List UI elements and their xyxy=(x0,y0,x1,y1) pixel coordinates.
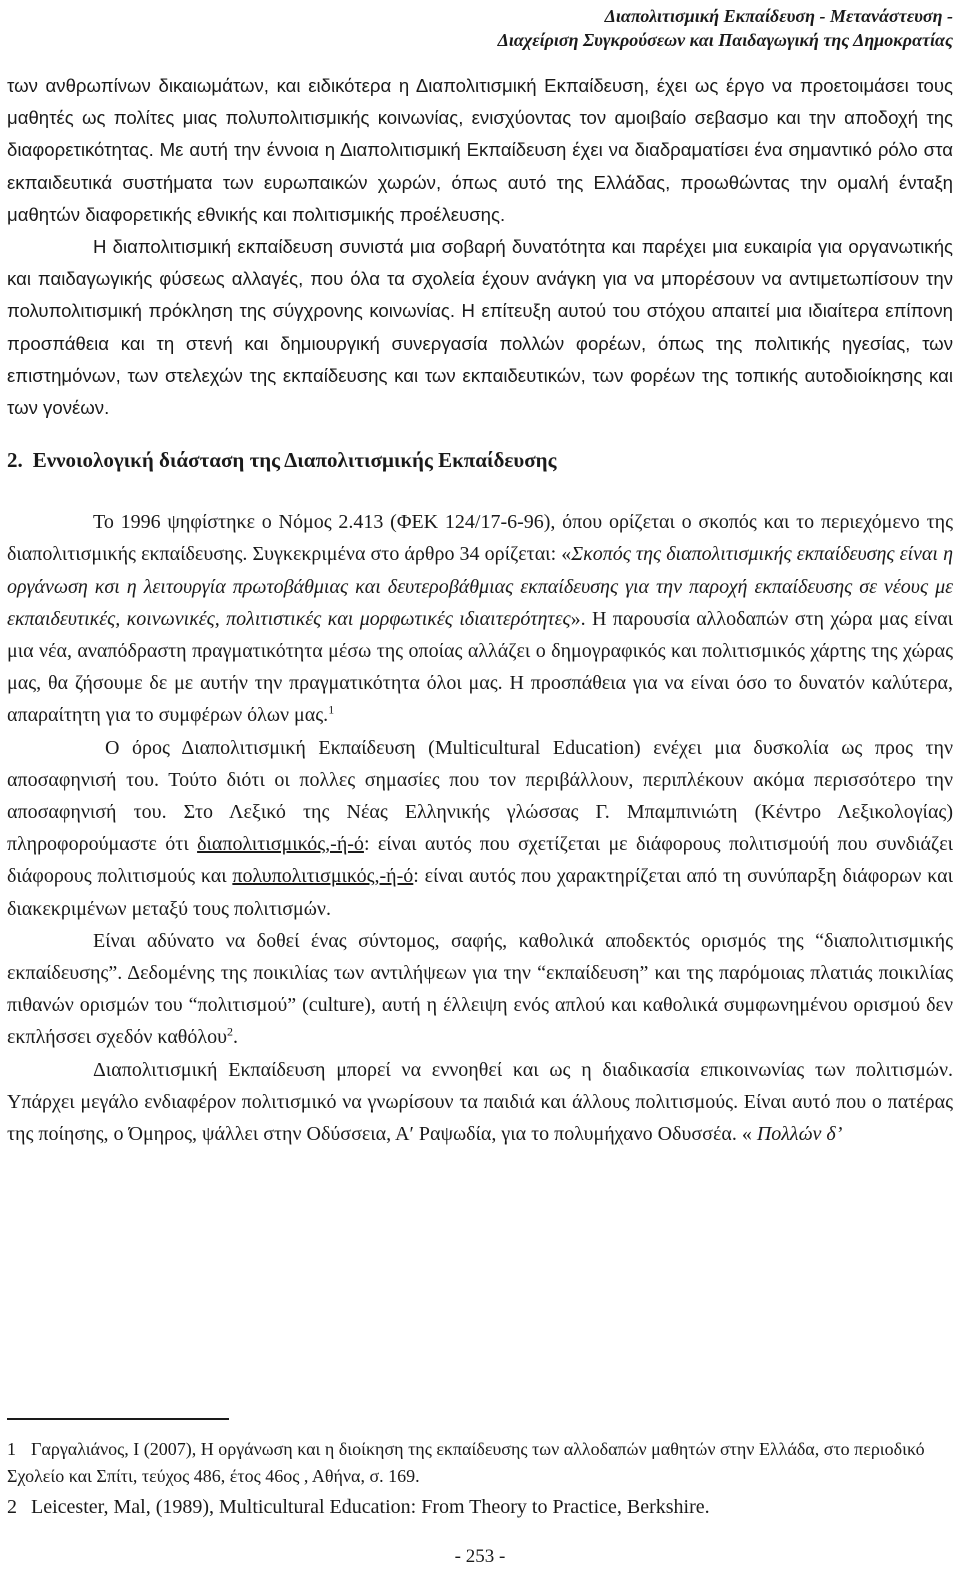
footnote-ref-2: 2 xyxy=(226,1024,233,1039)
document-page xyxy=(7,0,953,1578)
term-multicultural: πολυπολιτισμικός,-ή-ό xyxy=(232,865,414,888)
footnote-2-number: 2 xyxy=(7,1496,17,1518)
footnote-1-number: 1 xyxy=(7,1439,16,1459)
paragraph-3-part-c: ». Η παρουσία αλλοδαπών στη χώρα μας είναι μια νέα, αναπόδραστη πραγματικότητα μέσω της οποίας αλλάζει ο δημογραφικός και πολιτισμικός χάρτης της χώρας μας, θα ζήσουμε δε με αυτήν την πραγματικότητα όλοι μας. Η προσπάθεια για να είναι όσο το δυνατόν καλύτερα, απαραίτητη για το συμφέρων όλων μας. xyxy=(7,607,953,727)
paragraph-1-part-b: Με αυτή την έννοια η Διαπολιτισμική Εκπαίδευση έχει να διαδραματίσει ένα σημαντικό ρόλο στα εκπαιδευτικά συστήματα των ευρωπαικών χωρών, όπως αυτό της Ελλάδας, προωθώντας την ομαλή ένταξη μαθητών διαφορετικής εθνικής και πολιτισμικής προέλευσης. xyxy=(7,139,953,225)
paragraph-1 xyxy=(7,70,953,231)
paragraph-2 xyxy=(7,231,953,424)
paragraph-5-text: Είναι αδύνατο να δοθεί ένας σύντομος, σαφής, καθολικά αποδεκτός ορισμός της “διαπολιτισμικής εκπαίδευσης”. Δεδομένης της ποικιλίας των αντιλήψεων για την “εκπαίδευση” και της παρόμοιας πλατιάς ποικιλίας πιθανών ορισμών του “πολιτισμού” (culture), αυτή η έλλειψη ενός απλού και καθολικά συμφωνημένου ορισμού δεν εκπλήσσει σχεδόν καθόλου xyxy=(7,929,953,1049)
footnote-divider xyxy=(7,1418,229,1420)
footnote-2-text: Leicester, Mal, (1989), Multicultural Education: From Theory to Practice, Berkshire. xyxy=(31,1496,710,1518)
paragraph-5 xyxy=(7,925,953,1054)
footnote-ref-1: 1 xyxy=(328,702,335,717)
running-header-line-1: Διαπολιτισμική Εκπαίδευση - Μετανάστευση - xyxy=(604,6,953,26)
running-header-line-2: Διαχείριση Συγκρούσεων και Παιδαγωγική της Δημοκρατίας xyxy=(497,30,953,50)
footnotes xyxy=(7,1436,953,1521)
paragraph-2-part-b: Η επίτευξη αυτού του στόχου απαιτεί μια ιδιαίτερα επίπονη προσπάθεια και τη στενή και δημιουργική συνεργασία πολλών φορέων, όπως της πολιτικής ηγεσίας, των επιστημόνων, των στελεχών της εκπαίδευσης και των εκπαιδευτικών, των φορέων της τοπικής αυτοδιοίκησης και των γονέων. xyxy=(7,300,953,419)
paragraph-4-part-b: Τούτο διότι οι πολλες σημασίες που τον περιβάλλουν, περιπλέκουν ακόμα περισσότερο την αποσαφηνισή του. Στο Λεξικό της Νέας Ελληνικής γλώσσας Γ. Μπαμπινιώτη (Κέντρο Λεξικολογίας) πληροφορούμαστε ότι xyxy=(7,768,953,856)
section-heading xyxy=(7,444,953,476)
paragraph-4-part-a: Ο όρος Διαπολιτισμική Εκπαίδευση (Multicultural Education) ενέχει μια δυσκολία ως προς την αποσαφηνισή του. xyxy=(7,736,953,791)
footnote-2 xyxy=(7,1494,953,1521)
paragraph-4-part-d: : είναι αυτός που χαρακτηρίζεται από τη συνύπαρξη διάφορων και διακεκριμένων μεταξύ τους πολιτισμών. xyxy=(7,865,953,920)
paragraph-5-end: . xyxy=(232,1026,238,1049)
paragraph-3 xyxy=(7,506,953,731)
paragraph-6 xyxy=(7,1054,953,1151)
running-header xyxy=(498,4,953,52)
footnote-1-text: Γαργαλιάνος, Ι (2007), Η οργάνωση και η διοίκηση της εκπαίδευσης των αλλοδαπών μαθητών στην Ελλάδα, στο περιοδικό Σχολείο και Σπίτι, τεύχος 486, έτος 46ος , Αθήνα, σ. 169. xyxy=(7,1439,925,1486)
homer-quote: Πολλών δ’ xyxy=(756,1123,843,1146)
paragraph-2-part-a: Η διαπολιτισμική εκπαίδευση συνιστά μια σοβαρή δυνατότητα και παρέχει μια ευκαιρία για οργανωτικής και παιδαγωγικής φύσεως αλλαγές, που όλα τα σχολεία έχουν ανάγκη για να μπορέσουν να αντιμετωπίσουν την πολυπολιτισμική πρόκληση της σύγχρονης κοινωνίας. xyxy=(7,236,953,322)
footnote-1 xyxy=(7,1436,953,1490)
term-intercultural: διαπολιτισμικός,-ή-ό xyxy=(197,833,364,856)
body-text xyxy=(7,70,953,1150)
law-quote: Σκοπός της διαπολιτισμικής εκπαίδευσης είναι η οργάνωση κσι η λειτουργία πρωτοβάθμιας και δευτεροβάθμιας εκπαίδευσης για την παροχή εκπαίδευσης σε νέους με εκπαιδευτικές, κοινωνικές, πολιτιστικές και μορφωτικές ιδιαιτερότητες xyxy=(7,543,953,630)
paragraph-1-part-a: των ανθρωπίνων δικαιωμάτων, και ειδικότερα η Διαπολιτισμική Εκπαίδευση, έχει ως έργο να προετοιμάσει τους μαθητές ως πολίτες μιας πολυπολιτισμικής κοινωνίας, ενισχύοντας τον αμοιβαίο σεβασμο και την αποδοχή της διαφορετικότητας. xyxy=(7,75,953,161)
section-number: 2. xyxy=(7,448,23,473)
paragraph-3-part-a: Το 1996 ψηφίστηκε ο Νόμος 2.413 (ΦΕΚ 124/17-6-96), όπου ορίζεται ο σκοπός και το περιεχόμενο της διαπολιτισμικής εκπαίδευσης. xyxy=(7,511,953,566)
page-number: - 253 - xyxy=(454,1546,506,1567)
section-title: Εννοιολογική διάσταση της Διαπολιτισμικής Εκπαίδευσης xyxy=(32,448,557,473)
paragraph-3-part-b: Συγκεκριμένα στο άρθρο 34 ορίζεται: « xyxy=(252,543,572,566)
paragraph-6-text: Διαπολιτισμική Εκπαίδευση μπορεί να εννοηθεί και ως η διαδικασία επικοινωνίας των πολιτισμών. Υπάρχει μεγάλο ενδιαφέρον πολιτισμικό να γνωρίσουν τα παιδιά και άλλους πολιτισμούς. Είναι αυτό που ο πατέρας της ποίησης, ο Όμηρος, ψάλλει στην Οδύσσεια, Α′ Ραψωδία, για το πολυμήχανο Οδυσσέα. « xyxy=(7,1058,953,1146)
paragraph-4-part-c: : είναι αυτός που σχετίζεται με διάφορους πολιτισμούή που συνδιάζει διάφορους πολιτισμούς και xyxy=(7,833,953,888)
paragraph-4 xyxy=(7,732,953,925)
